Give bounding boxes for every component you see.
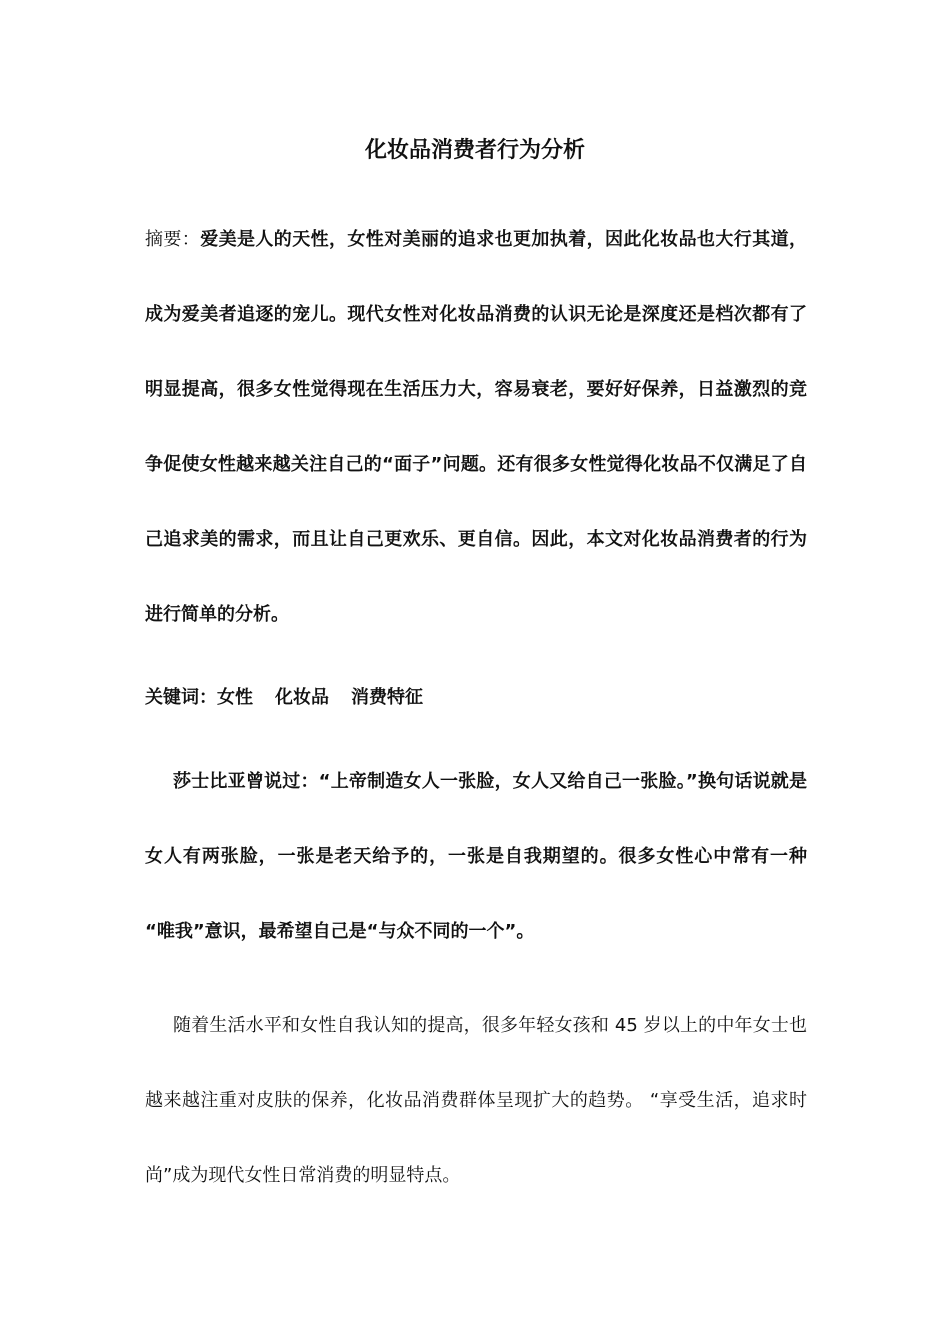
keyword-item: 化妆品 (275, 687, 329, 708)
body-paragraph: 莎士比亚曾说过：“上帝制造女人一张脸，女人又给自己一张脸。”换句话说就是女人有两张脸，一张是老天给予的，一张是自我期望的。很多女性心中常有一种 “唯我”意识，最希望自己是“与众不同的一个”。 (145, 771, 807, 942)
body-paragraph: 随着生活水平和女性自我认知的提高，很多年轻女孩和 45 岁以上的中年女士也越来越注重对皮肤的保养，化妆品消费群体呈现扩大的趋势。 “享受生活，追求时尚”成为现代女性日常消费的明显特点。 (145, 1015, 807, 1186)
abstract-label: 摘要： (145, 229, 201, 250)
keywords-section (145, 660, 807, 735)
keywords-label: 关键词： (145, 687, 217, 708)
abstract-text: 爱美是人的天性，女性对美丽的追求也更加执着，因此化妆品也大行其道，成为爱美者追逐的宠儿。现代女性对化妆品消费的认识无论是深度还是档次都有了明显提高，很多女性觉得现在生活压力大，容易衰老，要好好保养，日益激烈的竞争促使女性越来越关注自己的“面子”问题。还有很多女性觉得化妆品不仅满足了自己追求美的需求，而且让自己更欢乐、更自信。因此，本文对化妆品消费者的行为进行简单的分析。 (145, 229, 807, 625)
document-title: 化妆品消费者行为分析 (364, 138, 585, 163)
abstract-section (145, 202, 807, 652)
keyword-item: 女性 (217, 687, 253, 708)
keyword-item: 消费特征 (351, 687, 423, 708)
